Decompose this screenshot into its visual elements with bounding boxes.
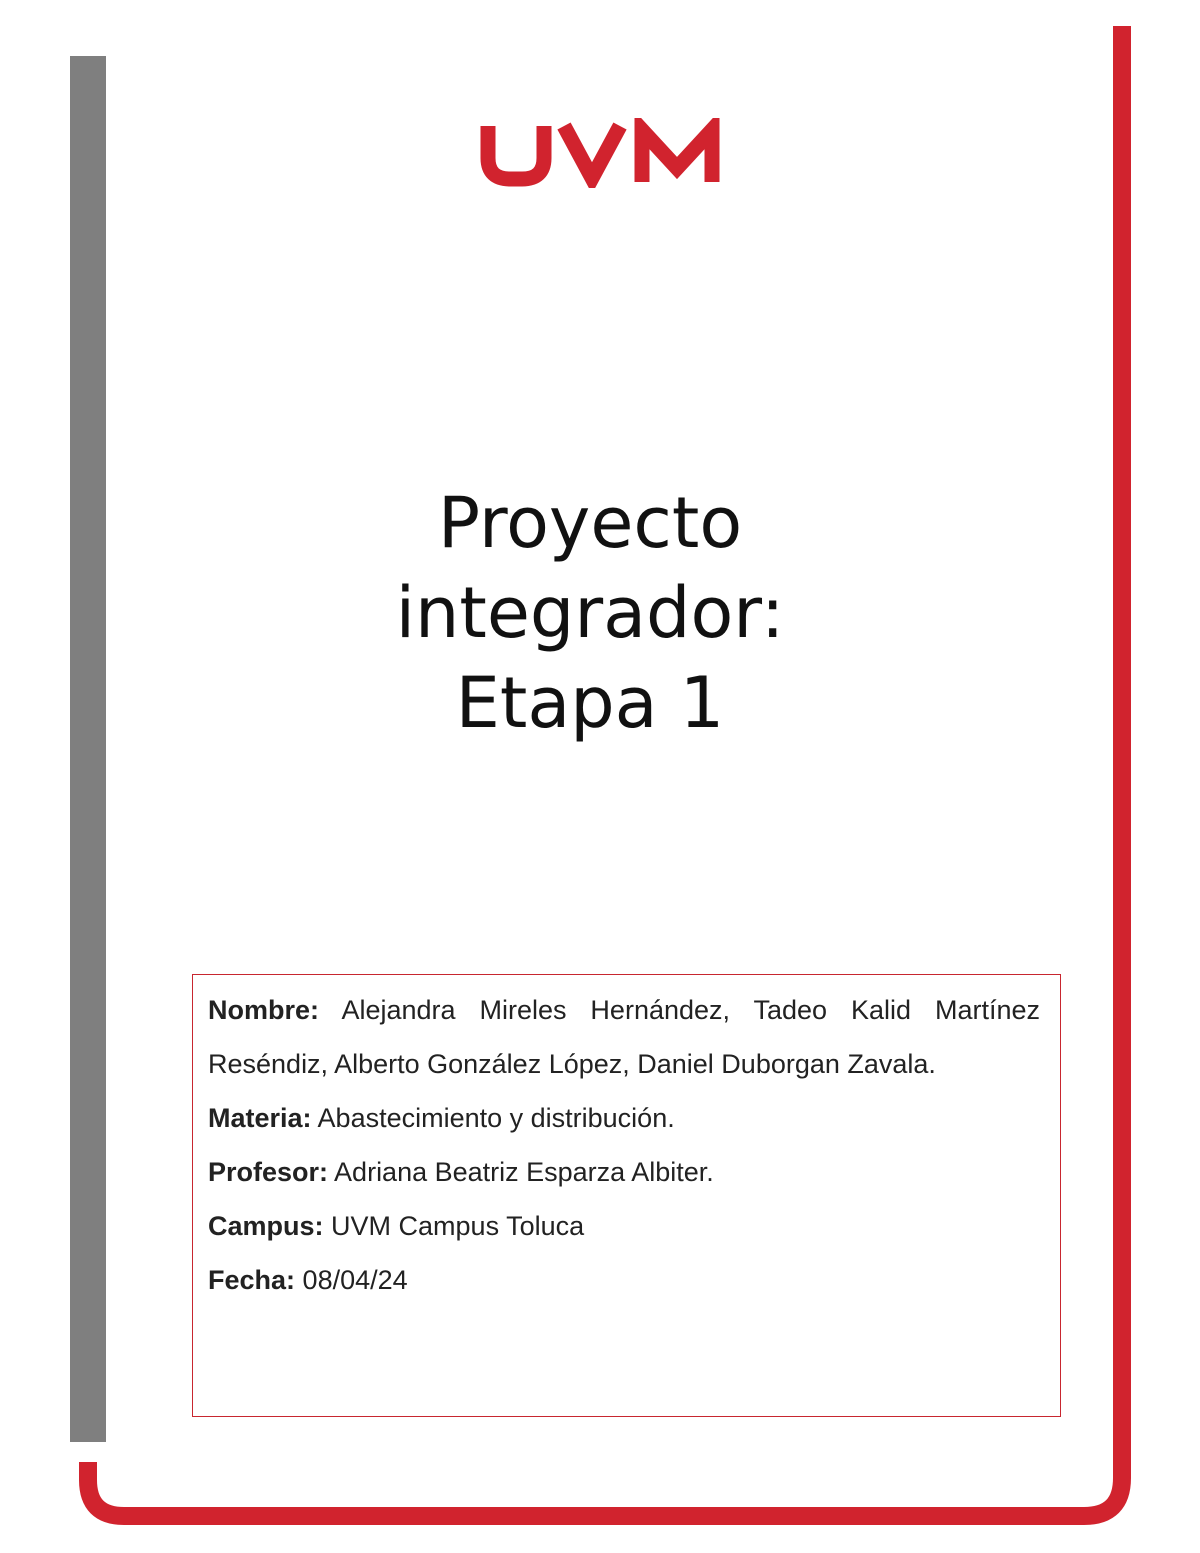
nombre-value: Alejandra Mireles Hernández, Tadeo Kalid Martínez Reséndiz, Alberto González López, Daniel Duborgan Zavala.	[208, 995, 1040, 1079]
materia-row	[208, 1091, 1040, 1145]
nombre-row	[208, 983, 1040, 1091]
nombre-label: Nombre:	[208, 995, 320, 1025]
materia-value: Abastecimiento y distribución.	[317, 1103, 675, 1133]
title-line-1: Proyecto	[437, 482, 743, 564]
campus-label: Campus:	[208, 1211, 324, 1241]
profesor-row	[208, 1145, 1040, 1199]
title-line-2: integrador:	[395, 572, 785, 654]
profesor-label: Profesor:	[208, 1157, 329, 1187]
fecha-value: 08/04/24	[302, 1265, 408, 1295]
fecha-label: Fecha:	[208, 1265, 296, 1295]
campus-value: UVM Campus Toluca	[331, 1211, 585, 1241]
uvm-logo	[470, 118, 730, 188]
title-line-3: Etapa 1	[455, 662, 725, 744]
campus-row	[208, 1199, 1040, 1253]
info-box	[192, 974, 1061, 1417]
document-title	[290, 478, 890, 748]
profesor-value: Adriana Beatriz Esparza Albiter.	[334, 1157, 714, 1187]
fecha-row	[208, 1253, 1040, 1307]
materia-label: Materia:	[208, 1103, 312, 1133]
